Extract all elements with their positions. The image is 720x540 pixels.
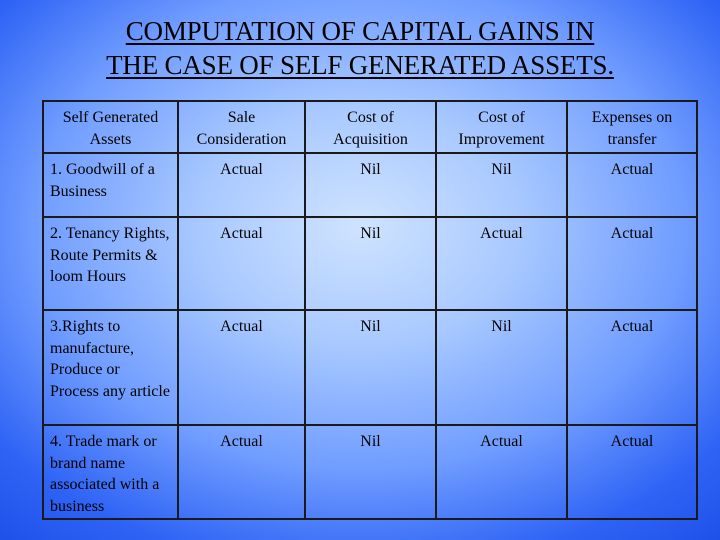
cost-of-acquisition-cell: Nil (305, 217, 436, 310)
table-row (43, 153, 697, 217)
cost-of-improvement-cell: Nil (436, 310, 567, 425)
slide-title-line-2: THE CASE OF SELF GENERATED ASSETS. (106, 50, 614, 80)
sale-consideration-cell: Actual (178, 153, 305, 217)
header-expenses-on-transfer: Expenses on transfer (567, 101, 697, 153)
slide-title-line-1: COMPUTATION OF CAPITAL GAINS IN (125, 16, 595, 46)
expenses-on-transfer-cell: Actual (567, 425, 697, 519)
asset-cell: 4. Trade mark or brand name associated with a business (43, 425, 178, 519)
header-sale-consideration: Sale Consideration (178, 101, 305, 153)
expenses-on-transfer-cell: Actual (567, 153, 697, 217)
sale-consideration-cell: Actual (178, 310, 305, 425)
capital-gains-table (42, 100, 698, 520)
cost-of-improvement-cell: Actual (436, 217, 567, 310)
cost-of-improvement-cell: Actual (436, 425, 567, 519)
asset-cell: 3.Rights to manufacture, Produce or Process any article (43, 310, 178, 425)
cost-of-acquisition-cell: Nil (305, 153, 436, 217)
header-cost-of-acquisition: Cost of Acquisition (305, 101, 436, 153)
cost-of-acquisition-cell: Nil (305, 310, 436, 425)
asset-cell: 2. Tenancy Rights, Route Permits & loom Hours (43, 217, 178, 310)
sale-consideration-cell: Actual (178, 425, 305, 519)
cost-of-acquisition-cell: Nil (305, 425, 436, 519)
table-row (43, 310, 697, 425)
expenses-on-transfer-cell: Actual (567, 310, 697, 425)
table-row (43, 425, 697, 519)
slide-title (0, 14, 720, 82)
header-self-generated-assets: Self Generated Assets (43, 101, 178, 153)
table-row (43, 217, 697, 310)
cost-of-improvement-cell: Nil (436, 153, 567, 217)
header-cost-of-improvement: Cost of Improvement (436, 101, 567, 153)
expenses-on-transfer-cell: Actual (567, 217, 697, 310)
asset-cell: 1. Goodwill of a Business (43, 153, 178, 217)
table-header-row (43, 101, 697, 153)
sale-consideration-cell: Actual (178, 217, 305, 310)
